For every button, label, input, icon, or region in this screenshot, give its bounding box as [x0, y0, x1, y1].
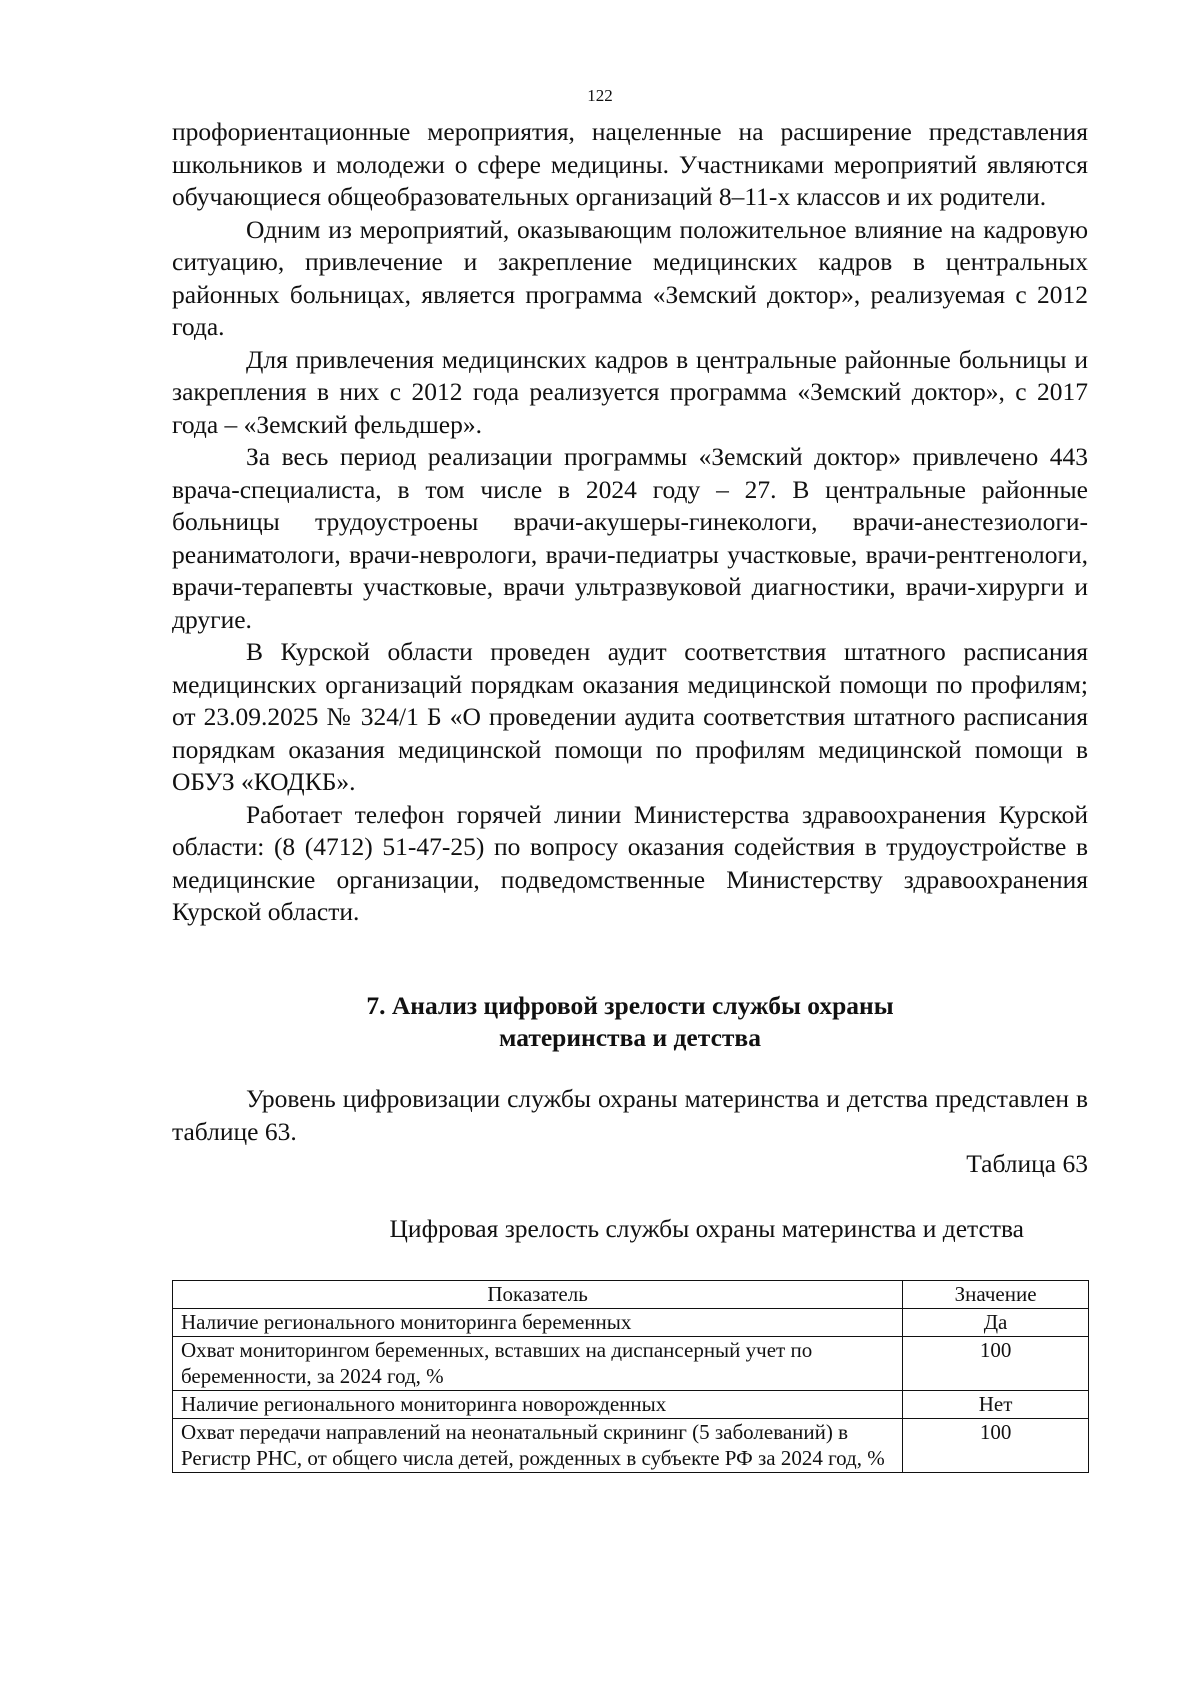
- paragraph-2: Одним из мероприятий, оказывающим положительное влияние на кадровую ситуацию, привлечение и закрепление медицинских кадров в центральных районных больницах, является программа «Земский доктор», реализуемая с 2012 года.: [172, 214, 1088, 341]
- table-cell-value: 100: [903, 1337, 1089, 1391]
- paragraph-3: Для привлечения медицинских кадров в центральные районные больницы и закрепления в них с 2012 года реализуется программа «Земский доктор», с 2017 года – «Земский фельдшер».: [172, 344, 1088, 439]
- table-number-label: Таблица 63: [966, 1149, 1088, 1178]
- table-row: [173, 1391, 1089, 1419]
- body-text: [172, 116, 1088, 929]
- paragraph-1: профориентационные мероприятия, нацеленные на расширение представления школьников и молодежи о сфере медицины. Участниками мероприятий являются обучающиеся общеобразовательных организаций 8–11-х классов и их родители.: [172, 117, 1088, 211]
- table-row: [173, 1309, 1089, 1337]
- table-cell-value: Нет: [903, 1391, 1089, 1419]
- table-cell-indicator: Наличие регионального мониторинга беременных: [173, 1309, 903, 1337]
- paragraph-5: В Курской области проведен аудит соответствия штатного расписания медицинских организаций порядкам оказания медицинской помощи по профилям; от 23.09.2025 № 324/1 Б «О проведении аудита соответствия штатного расписания порядкам оказания медицинской помощи по профилям медицинской помощи в ОБУЗ «КОДКБ».: [172, 637, 1088, 796]
- table-caption: Цифровая зрелость службы охраны материнства и детства: [389, 1214, 1024, 1243]
- table-row: [173, 1419, 1089, 1473]
- section-intro-paragraph: Уровень цифровизации службы охраны материнства и детства представлен в таблице 63.: [172, 1084, 1088, 1146]
- digital-maturity-table: [172, 1280, 1089, 1473]
- table-cell-indicator: Охват мониторингом беременных, вставших на диспансерный учет по беременности, за 2024 год, %: [173, 1337, 903, 1391]
- section-intro: [172, 1083, 1088, 1148]
- table-row: [173, 1337, 1089, 1391]
- table-cell-indicator: Наличие регионального мониторинга новорожденных: [173, 1391, 903, 1419]
- paragraph-6: Работает телефон горячей линии Министерства здравоохранения Курской области: (8 (4712) 51-47-25) по вопросу оказания содействия в трудоустройстве в медицинские организации, подведомственные Министерству здравоохранения Курской области.: [172, 799, 1088, 926]
- section-heading-line-1: 7. Анализ цифровой зрелости службы охраны: [366, 991, 894, 1020]
- table-header-row: [173, 1281, 1089, 1309]
- table-cell-value: 100: [903, 1419, 1089, 1473]
- paragraph-4: За весь период реализации программы «Земский доктор» привлечено 443 врача-специалиста, в том числе в 2024 году – 27. В центральные районные больницы трудоустроены врачи-акушеры-гинекологи, врачи-анестезиологи-реаниматологи, врачи-неврологи, врачи-педиатры участковые, врачи-рентгенологи, врачи-терапевты участковые, врачи ультразвуковой диагностики, врачи-хирурги и другие.: [172, 442, 1088, 634]
- table-cell-value: Да: [903, 1309, 1089, 1337]
- page-number: 122: [587, 86, 613, 105]
- section-heading-line-2: материнства и детства: [499, 1023, 761, 1052]
- section-heading: [172, 990, 1088, 1054]
- table-header-indicator: Показатель: [173, 1281, 903, 1309]
- table-cell-indicator: Охват передачи направлений на неонатальный скрининг (5 заболеваний) в Регистр РНС, от общего числа детей, рожденных в субъекте РФ за 2024 год, %: [173, 1419, 903, 1473]
- table-header-value: Значение: [903, 1281, 1089, 1309]
